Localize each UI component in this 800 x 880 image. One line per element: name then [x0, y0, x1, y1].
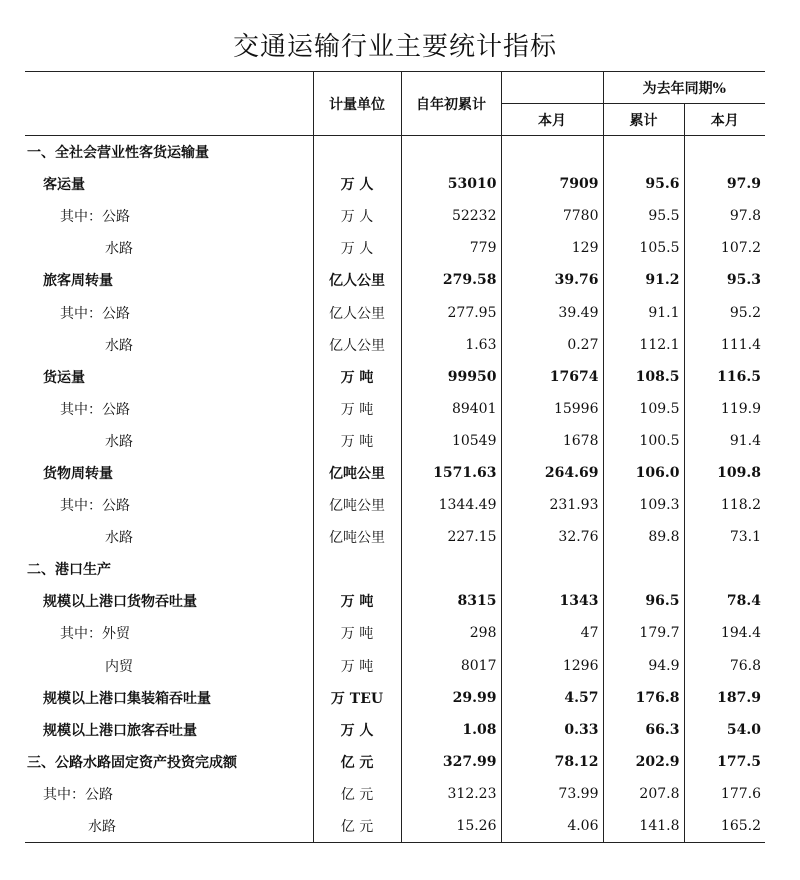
row-yoy-month: 119.9	[684, 393, 765, 425]
row-label: 二、港口生产	[27, 562, 111, 579]
row-unit: 万 人	[313, 200, 401, 232]
table-row	[25, 136, 765, 169]
row-yoy-cumulative: 176.8	[603, 682, 684, 714]
row-month: 73.99	[501, 778, 603, 810]
row-cumulative: 29.99	[401, 682, 501, 714]
row-label: 其中：公路	[60, 498, 130, 515]
row-month: 39.49	[501, 296, 603, 328]
row-month: 1296	[501, 650, 603, 682]
row-cumulative: 1.08	[401, 714, 501, 746]
table-row	[25, 553, 765, 585]
row-label: 水路	[105, 241, 133, 258]
row-cumulative: 53010	[401, 168, 501, 200]
row-yoy-month: 78.4	[684, 585, 765, 617]
row-cumulative: 99950	[401, 361, 501, 393]
table-row	[25, 746, 765, 778]
row-yoy-month: 76.8	[684, 650, 765, 682]
row-yoy-month	[684, 553, 765, 585]
row-yoy-cumulative: 112.1	[603, 329, 684, 361]
row-yoy-month: 177.5	[684, 746, 765, 778]
row-label: 一、全社会营业性客货运输量	[27, 145, 209, 162]
row-yoy-cumulative: 66.3	[603, 714, 684, 746]
table-row	[25, 489, 765, 521]
table-row	[25, 650, 765, 682]
row-cumulative: 312.23	[401, 778, 501, 810]
row-month: 78.12	[501, 746, 603, 778]
row-label: 水路	[88, 819, 116, 836]
row-cumulative: 1.63	[401, 329, 501, 361]
row-yoy-cumulative: 207.8	[603, 778, 684, 810]
row-unit: 万 人	[313, 232, 401, 264]
row-label: 货运量	[43, 369, 85, 386]
row-month: 264.69	[501, 457, 603, 489]
table-row	[25, 200, 765, 232]
header-yoy-cumulative: 累计	[603, 104, 684, 136]
table-row	[25, 425, 765, 457]
row-yoy-month: 111.4	[684, 329, 765, 361]
row-yoy-month: 109.8	[684, 457, 765, 489]
row-yoy-month: 165.2	[684, 810, 765, 843]
row-yoy-month: 194.4	[684, 617, 765, 649]
row-yoy-cumulative: 141.8	[603, 810, 684, 843]
row-yoy-month: 73.1	[684, 521, 765, 553]
row-yoy-month: 177.6	[684, 778, 765, 810]
header-month-spacer	[501, 72, 603, 104]
row-month: 7780	[501, 200, 603, 232]
row-cumulative: 10549	[401, 425, 501, 457]
table-row	[25, 617, 765, 649]
table-row	[25, 296, 765, 328]
row-label: 规模以上港口集装箱吞吐量	[43, 690, 211, 707]
row-yoy-cumulative: 89.8	[603, 521, 684, 553]
header-blank	[25, 72, 313, 136]
row-label: 客运量	[43, 177, 85, 194]
row-label: 旅客周转量	[43, 273, 113, 290]
header-unit: 计量单位	[313, 72, 401, 136]
row-unit: 万 吨	[313, 361, 401, 393]
row-unit	[313, 553, 401, 585]
table-row	[25, 264, 765, 296]
row-unit: 亿人公里	[313, 329, 401, 361]
table-row	[25, 585, 765, 617]
row-unit: 亿吨公里	[313, 521, 401, 553]
row-label: 其中：外贸	[60, 626, 130, 643]
row-cumulative: 1571.63	[401, 457, 501, 489]
row-label: 其中：公路	[43, 786, 113, 803]
table-row	[25, 393, 765, 425]
row-yoy-month: 54.0	[684, 714, 765, 746]
row-unit: 亿 元	[313, 778, 401, 810]
row-month: 1343	[501, 585, 603, 617]
row-yoy-month: 95.2	[684, 296, 765, 328]
row-yoy-cumulative: 106.0	[603, 457, 684, 489]
row-month: 0.33	[501, 714, 603, 746]
row-label: 规模以上港口货物吞吐量	[43, 594, 197, 611]
row-cumulative: 277.95	[401, 296, 501, 328]
table-row	[25, 682, 765, 714]
table-row	[25, 329, 765, 361]
row-unit: 亿 元	[313, 810, 401, 843]
table-row	[25, 168, 765, 200]
row-cumulative: 15.26	[401, 810, 501, 843]
row-yoy-cumulative: 108.5	[603, 361, 684, 393]
row-yoy-cumulative	[603, 553, 684, 585]
row-cumulative: 227.15	[401, 521, 501, 553]
row-cumulative: 8017	[401, 650, 501, 682]
row-cumulative: 8315	[401, 585, 501, 617]
row-label: 货物周转量	[43, 465, 113, 482]
row-yoy-cumulative: 109.3	[603, 489, 684, 521]
row-cumulative: 779	[401, 232, 501, 264]
row-unit: 亿人公里	[313, 296, 401, 328]
row-unit: 万 吨	[313, 617, 401, 649]
row-month: 17674	[501, 361, 603, 393]
row-yoy-cumulative: 179.7	[603, 617, 684, 649]
row-cumulative	[401, 136, 501, 169]
row-month: 32.76	[501, 521, 603, 553]
row-label: 规模以上港口旅客吞吐量	[43, 722, 197, 739]
table-row	[25, 810, 765, 843]
row-month	[501, 553, 603, 585]
row-cumulative: 1344.49	[401, 489, 501, 521]
row-label: 其中：公路	[60, 209, 130, 226]
row-yoy-month: 95.3	[684, 264, 765, 296]
row-label: 水路	[105, 337, 133, 354]
row-yoy-cumulative: 94.9	[603, 650, 684, 682]
row-yoy-month: 187.9	[684, 682, 765, 714]
row-yoy-cumulative: 202.9	[603, 746, 684, 778]
row-month: 47	[501, 617, 603, 649]
row-yoy-cumulative: 100.5	[603, 425, 684, 457]
row-cumulative: 327.99	[401, 746, 501, 778]
row-cumulative: 279.58	[401, 264, 501, 296]
row-yoy-month: 118.2	[684, 489, 765, 521]
row-unit: 万 吨	[313, 425, 401, 457]
row-month: 39.76	[501, 264, 603, 296]
row-label: 其中：公路	[60, 401, 130, 418]
row-unit: 亿人公里	[313, 264, 401, 296]
row-month: 15996	[501, 393, 603, 425]
row-yoy-month: 91.4	[684, 425, 765, 457]
header-yoy-group: 为去年同期%	[603, 72, 765, 104]
row-yoy-cumulative: 96.5	[603, 585, 684, 617]
row-yoy-month: 97.9	[684, 168, 765, 200]
table-row	[25, 778, 765, 810]
row-month: 129	[501, 232, 603, 264]
row-label: 内贸	[105, 658, 133, 675]
row-label: 其中：公路	[60, 305, 130, 322]
header-cumulative: 自年初累计	[401, 72, 501, 136]
row-month: 4.06	[501, 810, 603, 843]
page-title: 交通运输行业主要统计指标	[232, 32, 557, 62]
row-month	[501, 136, 603, 169]
row-unit: 万 人	[313, 714, 401, 746]
row-yoy-cumulative	[603, 136, 684, 169]
statistics-table	[25, 71, 765, 843]
row-label: 水路	[105, 433, 133, 450]
table-row	[25, 714, 765, 746]
row-unit	[313, 136, 401, 169]
row-unit: 亿 元	[313, 746, 401, 778]
row-month: 4.57	[501, 682, 603, 714]
table-row	[25, 457, 765, 489]
row-yoy-cumulative: 91.2	[603, 264, 684, 296]
row-month: 1678	[501, 425, 603, 457]
row-unit: 亿吨公里	[313, 457, 401, 489]
row-month: 7909	[501, 168, 603, 200]
row-yoy-month: 107.2	[684, 232, 765, 264]
row-label: 三、公路水路固定资产投资完成额	[27, 754, 237, 771]
row-unit: 万 人	[313, 168, 401, 200]
row-cumulative: 298	[401, 617, 501, 649]
row-unit: 亿吨公里	[313, 489, 401, 521]
row-month: 231.93	[501, 489, 603, 521]
row-unit: 万 吨	[313, 585, 401, 617]
table-row	[25, 521, 765, 553]
table-body	[25, 136, 765, 843]
row-yoy-cumulative: 95.5	[603, 200, 684, 232]
table-row	[25, 232, 765, 264]
row-unit: 万 TEU	[313, 682, 401, 714]
row-yoy-cumulative: 109.5	[603, 393, 684, 425]
row-yoy-month: 97.8	[684, 200, 765, 232]
row-cumulative	[401, 553, 501, 585]
row-month: 0.27	[501, 329, 603, 361]
row-yoy-month: 116.5	[684, 361, 765, 393]
table-row	[25, 361, 765, 393]
row-cumulative: 89401	[401, 393, 501, 425]
row-yoy-cumulative: 95.6	[603, 168, 684, 200]
row-label: 水路	[105, 530, 133, 547]
row-cumulative: 52232	[401, 200, 501, 232]
header-month: 本月	[501, 104, 603, 136]
row-yoy-month	[684, 136, 765, 169]
row-yoy-cumulative: 105.5	[603, 232, 684, 264]
row-yoy-cumulative: 91.1	[603, 296, 684, 328]
row-unit: 万 吨	[313, 650, 401, 682]
header-yoy-month: 本月	[684, 104, 765, 136]
row-unit: 万 吨	[313, 393, 401, 425]
